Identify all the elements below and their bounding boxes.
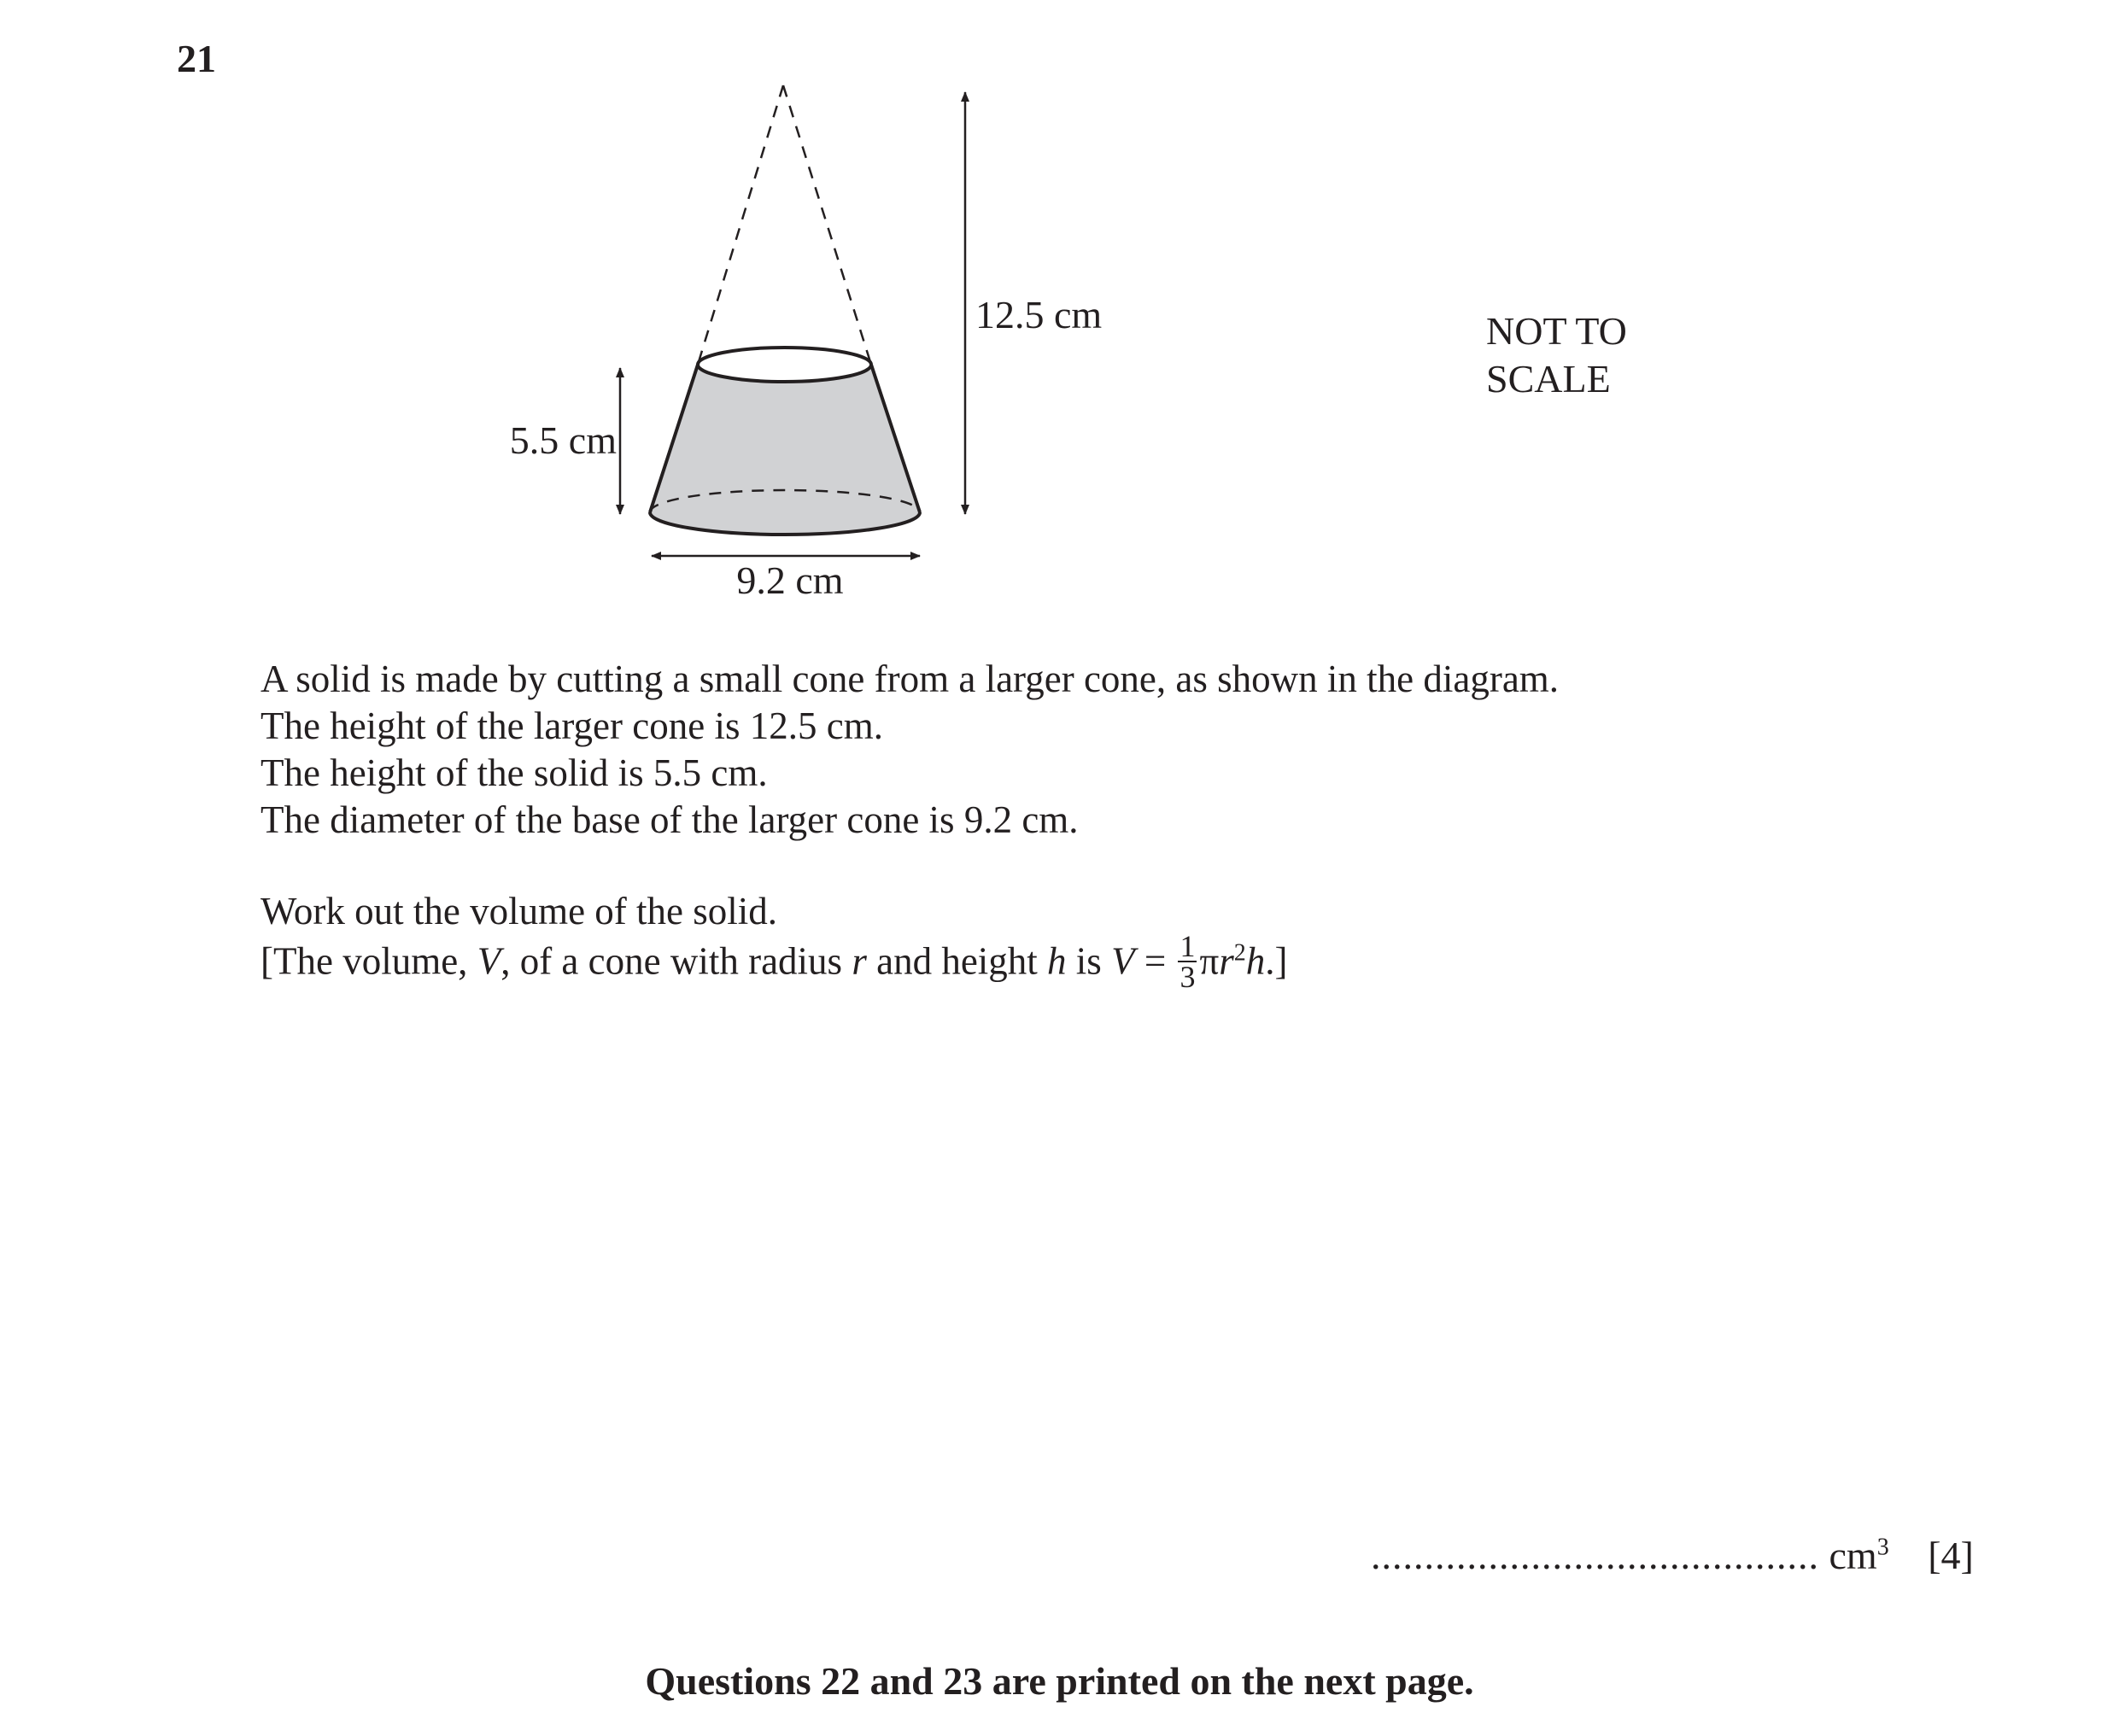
fraction-one-third: $\frac{1}{3}$ [1179,929,1196,994]
text-line-3: The height of the solid is 5.5 cm. [260,751,768,794]
answer-unit: cm [1829,1534,1877,1577]
apex-dashed-right [783,85,871,365]
text-line-1: A solid is made by cutting a small cone from a larger cone, as shown in the diagram. [260,658,1560,700]
apex-dashed-left [698,85,783,365]
text-line-4: The diameter of the base of the larger cone is 9.2 cm. [260,798,1079,841]
text-line-2: The height of the larger cone is 12.5 cm. [260,704,883,747]
solid-height-label: 5.5 cm [509,418,617,462]
scale-note-line2: SCALE [1486,357,1611,400]
answer-unit-power: 3 [1876,1534,1889,1561]
question-number: 21 [177,37,216,80]
formula-line: [The volume, V, of a cone with radius r and height h is V = $\frac{1}{3}$ $\pi r^2h$.] [260,929,1288,994]
scale-note-line1: NOT TO [1486,309,1627,353]
answer-dots[interactable]: .......................................... [1371,1534,1819,1577]
instruction: Work out the volume of the solid. [260,890,778,932]
total-height-label: 12.5 cm [975,293,1103,336]
footer-note: Questions 22 and 23 are printed on the next page. [645,1659,1474,1703]
answer-line [1371,1533,1974,1578]
base-diameter-label: 9.2 cm [736,558,844,602]
question-text [260,656,1883,995]
frustum-diagram [0,0,2119,649]
top-ellipse [698,348,871,382]
marks: [4] [1928,1534,1974,1577]
